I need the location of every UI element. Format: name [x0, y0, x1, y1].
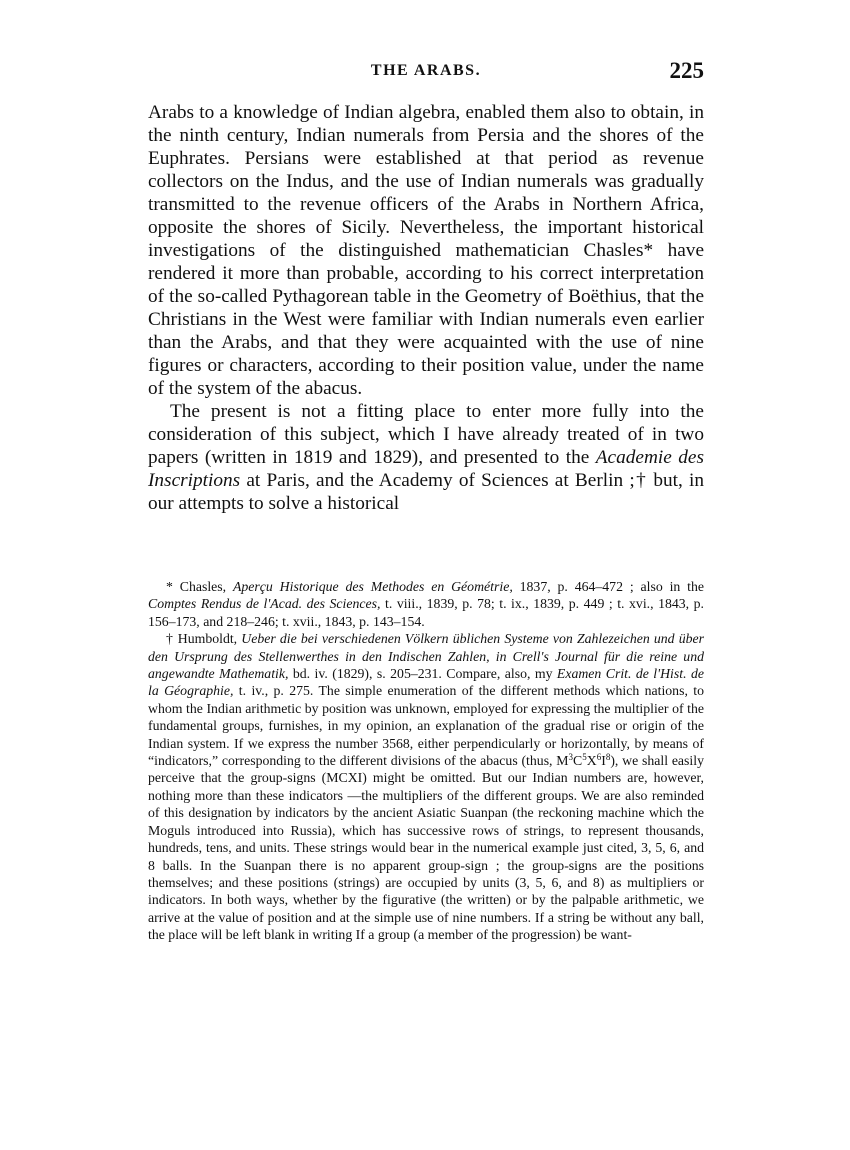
body-text-span: have rendered it more than probable, according to his correct interpretation of the so-called Pythagorean table in the Geometry of Boëthius, that the Christians in the West were familiar with Indian numerals even earlier than the Arabs, and that they were acquainted with the use of nine figures or characters, according to their position value, under the name of the system of the abacus.: [148, 240, 705, 399]
superscript: 8: [605, 752, 611, 763]
footnote-text: I: [601, 753, 606, 769]
italic-title: Academie des Inscriptions: [148, 447, 704, 491]
body-text-span: The present is not a fitting place to enter more fully into the consideration of this subject, which I have already treated of in two papers (written in 1819 and 1829), and presented to the: [148, 401, 704, 468]
footnote-text: t. iv., p. 275. The simple enumeration of the different methods which nations, to whom the Indian arithmetic by position was unknown, employed for expressing the multiplier of the fundamental groups, furnishes, in my opinion, an explanation of the gradual rise or origin of the Indian system. If we express the number 3568, either perpendicularly or horizontally, by means of “indicators,” corresponding to the different divisions of the abacus (thus, M: [148, 683, 704, 769]
footnote-italic: Examen Crit. de l'Hist. de la Géographie,: [148, 666, 704, 699]
footnote-mark-dagger: †: [166, 631, 174, 647]
footnote-italic: Comptes Rendus de l'Acad. des Sciences,: [148, 596, 381, 612]
footnote-text: ), we shall easily perceive that the group-signs (MCXI) might be omitted. But our Indian numbers are, however, nothing more than these indicators —the multipliers of the different groups. We are also reminded of this designation by indicators by the ancient Asiatic Suanpan (the reckoning machine which the Moguls introduced into Russia), which has successive rows of strings, to represent thousands, hundreds, tens, and units. These strings would bear in the numerical example just cited, 3, 5, 6, and 8 balls. In the Suanpan there is no apparent group-sign ; the group-signs are the positions themselves; and these positions (strings) are occupied by units (3, 5, 6, and 8) as multipliers or indicators. In both ways, whether by the figurative (the written) or by the palpable arithmetic, we arrive at the value of position and at the simple use of nine numbers. If a string be without any ball, the place will be left blank in writing If a group (a member of the progression) be want-: [148, 753, 704, 943]
footnote-text: Chasles,: [172, 579, 233, 594]
body-paragraph-1: [148, 101, 704, 400]
footnote-text: 1837, p. 464–472 ; also in the: [512, 579, 704, 594]
footnote-2: [148, 630, 704, 943]
footnote-ref-asterisk: *: [643, 240, 654, 261]
footnote-text: Humboldt,: [173, 631, 242, 647]
footnote-text: t. viii., 1839, p. 78; t. ix., 1839, p. 449 ; t. xvi., 1843, p. 156–173, and 218–246; t. xvii., 1843, p. 143–154.: [148, 596, 705, 629]
body-text-span: but, in our attempts to solve a historical: [148, 470, 704, 514]
running-head: [148, 58, 704, 88]
superscript: 5: [582, 752, 587, 763]
page-number: 225: [669, 58, 704, 83]
footnote-ref-dagger: †: [634, 470, 648, 491]
body-text: [148, 101, 704, 515]
body-paragraph-2: [148, 400, 704, 515]
footnote-text: C: [573, 753, 583, 769]
superscript: 6: [596, 752, 602, 763]
superscript: 3: [568, 752, 574, 763]
footnote-italic: Aperçu Historique des Methodes en Géométrie,: [232, 579, 513, 594]
footnote-text: bd. iv. (1829), s. 205–231. Compare, also, my: [288, 666, 557, 682]
body-text-span: at Paris, and the Academy of Sciences at Berlin ;: [240, 470, 635, 491]
footnote-italic: Ueber die bei verschiedenen Völkern üblichen Systeme von Zahlezeichen und über den Ursprung des Stellenwerthes in den Indischen Zahlen, in Crell's Journal für die reine und angewandte Mathematik,: [148, 631, 704, 682]
footnotes: [148, 578, 704, 944]
running-title: THE ARABS.: [370, 62, 482, 79]
footnote-mark-asterisk: *: [166, 579, 173, 594]
footnote-text: X: [586, 753, 597, 769]
body-text-span: Arabs to a knowledge of Indian algebra, enabled them also to obtain, in the ninth century, Indian numerals from Persia and the shores of the Euphrates. Persians were established at that period as revenue collectors on the Indus, and the use of Indian numerals was gradually transmitted to the revenue officers of the Arabs in Northern Africa, opposite the shores of Sicily. Nevertheless, the important historical investigations of the distinguished mathematician Chasles: [148, 102, 704, 261]
footnote-1: [148, 578, 704, 630]
